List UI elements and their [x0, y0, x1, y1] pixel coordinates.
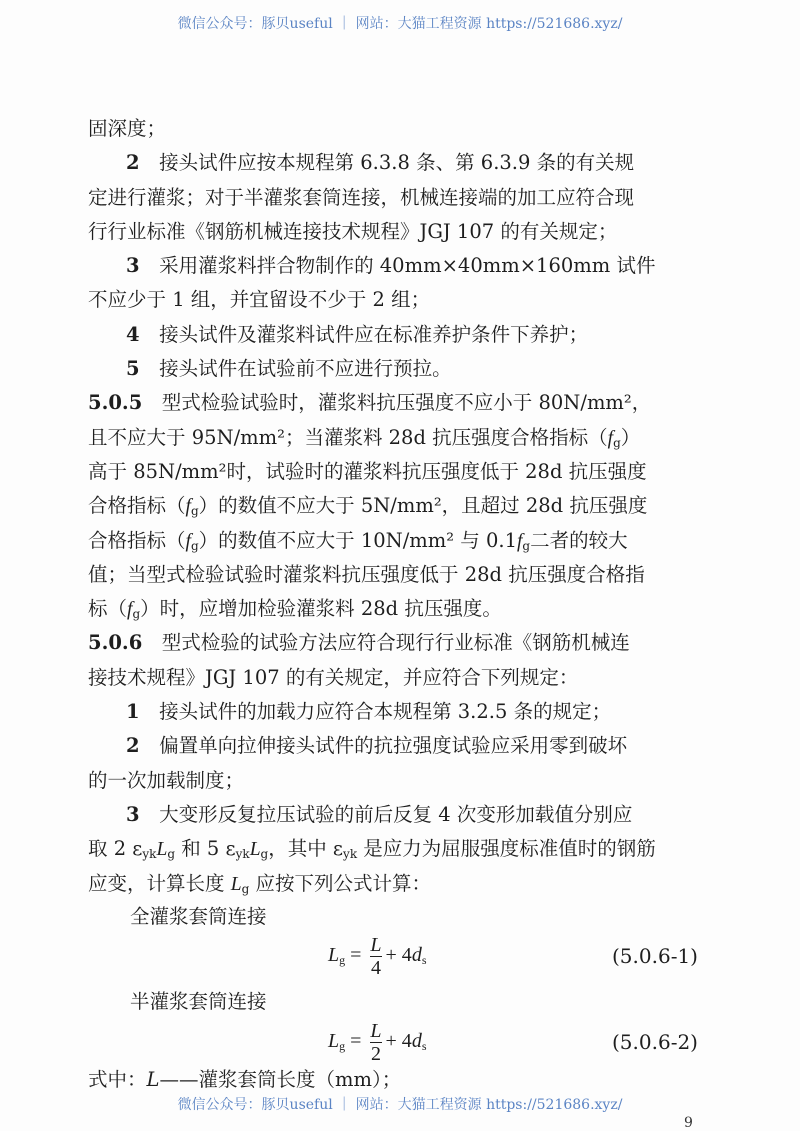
text-line — [88, 421, 718, 455]
where-clause — [88, 1068, 401, 1092]
text-segment: L — [156, 839, 168, 861]
text-segment: 应变，计算长度 — [88, 871, 231, 895]
text-segment: 高于 85N/mm²时，试验时的灌浆料抗压强度低于 28d 抗压强度 — [88, 459, 647, 483]
text-line — [88, 181, 718, 215]
text-segment: 二者的较大 — [530, 528, 628, 552]
text-segment: 接头试件应按本规程第 6.3.8 条、第 6.3.9 条的有关规 — [139, 151, 635, 175]
formula-tag: (5.0.6-1) — [612, 944, 698, 968]
text-segment: 行行业标准《钢筋机械连接技术规程》JGJ 107 的有关规定； — [88, 219, 618, 243]
text-segment: yk — [142, 847, 157, 862]
clause-number: 5.0.5 — [88, 391, 143, 415]
clause-number: 2 — [126, 734, 140, 758]
where-text: ——灌浆套筒长度（mm）； — [159, 1068, 402, 1091]
text-segment: g — [260, 847, 269, 862]
formula-den: 2 — [370, 1043, 381, 1065]
formula-eq: = — [345, 944, 367, 967]
text-segment: 的一次加载制度； — [88, 768, 245, 792]
formula-lhs: L — [328, 944, 340, 967]
text-segment: 取 2 ε — [88, 837, 143, 861]
text-segment: g — [167, 847, 176, 862]
text-segment: 不应少于 1 组，并宜留设不少于 2 组； — [88, 288, 431, 312]
watermark-footer: 微信公众号：豚贝useful ｜ 网站：大猫工程资源 https://521686.xyz/ — [177, 1097, 623, 1113]
text-segment: yk — [343, 847, 358, 862]
text-line — [88, 489, 718, 523]
text-segment: 型式检验试验时，灌浆料抗压强度不应小于 80N/mm²， — [142, 391, 652, 415]
text-segment: 是应力为屈服强度标准值时的钢筋 — [357, 837, 656, 861]
where-prefix: 式中： — [88, 1068, 147, 1091]
text-segment: 值；当型式检验试验时灌浆料抗压强度低于 28d 抗压强度合格指 — [88, 562, 645, 586]
text-segment: ）时，应增加检验灌浆料 28d 抗压强度。 — [140, 597, 502, 621]
text-segment: f — [185, 530, 191, 552]
clause-number: 5.0.6 — [88, 631, 143, 655]
text-segment: 固深度； — [88, 117, 167, 140]
text-segment: L — [249, 839, 261, 861]
text-line — [88, 352, 718, 386]
formula-num: L — [370, 934, 382, 956]
clause-number: 4 — [126, 322, 140, 346]
text-segment: 合格指标（ — [88, 494, 186, 518]
text-line — [88, 112, 718, 146]
text-segment: 接头试件的加载力应符合本规程第 3.2.5 条的规定； — [139, 700, 612, 724]
text-segment: L — [230, 873, 242, 895]
clause-number: 2 — [126, 151, 140, 175]
text-line — [88, 661, 718, 695]
label-half-grouting: 半灌浆套筒连接 — [130, 990, 267, 1013]
text-segment: 接头试件在试验前不应进行预拉。 — [139, 357, 452, 381]
formula-d-sub: s — [421, 1039, 427, 1054]
text-line — [88, 318, 718, 352]
text-line — [88, 215, 718, 249]
text-line — [88, 455, 718, 489]
formula-num: L — [370, 1020, 382, 1042]
text-segment: f — [185, 496, 191, 518]
text-segment: f — [516, 530, 523, 552]
formula-tag: (5.0.6-2) — [612, 1030, 698, 1054]
text-segment: g — [522, 538, 531, 553]
text-line — [88, 386, 718, 420]
text-line — [88, 558, 718, 592]
text-line — [88, 592, 718, 626]
formula-d-sub: s — [421, 953, 427, 968]
formula-eq: = — [345, 1030, 367, 1053]
text-line — [88, 249, 718, 283]
text-line — [88, 283, 718, 317]
text-segment: 大变形反复拉压试验的前后反复 4 次变形加载值分别应 — [139, 802, 633, 826]
text-segment: 接技术规程》JGJ 107 的有关规定，并应符合下列规定： — [88, 665, 579, 689]
text-line — [88, 729, 718, 763]
formula-lhs-sub: g — [339, 1039, 346, 1054]
formula-d: d — [411, 1030, 422, 1053]
watermark-header: 微信公众号：豚贝useful ｜ 网站：大猫工程资源 https://521686.xyz/ — [177, 16, 623, 32]
text-segment: yk — [235, 847, 250, 862]
text-segment: g — [132, 607, 141, 622]
body-text — [88, 112, 718, 901]
text-segment: f — [127, 599, 133, 621]
formula-den: 4 — [370, 957, 381, 979]
clause-number: 5 — [126, 357, 140, 381]
text-segment: 偏置单向拉伸接头试件的抗拉强度试验应采用零到破坏 — [139, 734, 628, 758]
text-segment: g — [190, 538, 199, 553]
text-line — [88, 146, 718, 180]
text-segment: ） — [620, 425, 641, 449]
text-line — [88, 695, 718, 729]
text-segment: ）的数值不应大于 5N/mm²，且超过 28d 抗压强度 — [198, 494, 648, 518]
text-line — [88, 764, 718, 798]
text-segment: ，其中 ε — [268, 837, 344, 861]
text-segment: 标（ — [88, 597, 128, 621]
where-symbol: L — [146, 1068, 160, 1091]
text-line — [88, 524, 718, 558]
text-line — [88, 867, 718, 901]
text-segment: 接头试件及灌浆料试件应在标准养护条件下养护； — [139, 322, 589, 346]
text-segment: 和 5 ε — [175, 837, 236, 861]
text-segment: ）的数值不应大于 10N/mm² 与 0.1 — [198, 528, 517, 552]
clause-number: 1 — [126, 700, 140, 724]
text-segment: f — [607, 427, 614, 449]
label-full-grouting: 全灌浆套筒连接 — [130, 905, 267, 928]
text-segment: g — [613, 435, 621, 450]
clause-number: 3 — [126, 802, 140, 826]
formula-d: d — [411, 944, 422, 967]
text-segment: 型式检验的试验方法应符合现行行业标准《钢筋机械连 — [142, 631, 630, 655]
text-segment: 定进行灌浆；对于半灌浆套筒连接，机械连接端的加工应符合现 — [88, 185, 635, 209]
text-line — [88, 798, 718, 832]
text-segment: 采用灌浆料拌合物制作的 40mm×40mm×160mm 试件 — [139, 254, 656, 278]
formula-lhs: L — [328, 1030, 340, 1053]
text-segment: 合格指标（ — [88, 528, 186, 552]
formula-rest: + 4 — [385, 944, 412, 967]
text-line — [88, 832, 718, 866]
formula-lhs-sub: g — [339, 953, 346, 968]
text-segment: g — [190, 504, 199, 519]
formula-rest: + 4 — [385, 1030, 412, 1053]
text-segment: 且不应大于 95N/mm²；当灌浆料 28d 抗压强度合格指标（ — [88, 425, 608, 449]
page-number: 9 — [684, 1115, 693, 1131]
clause-number: 3 — [126, 254, 140, 278]
text-segment: 应按下列公式计算： — [249, 871, 431, 895]
text-segment: g — [241, 881, 250, 896]
text-line — [88, 626, 718, 660]
